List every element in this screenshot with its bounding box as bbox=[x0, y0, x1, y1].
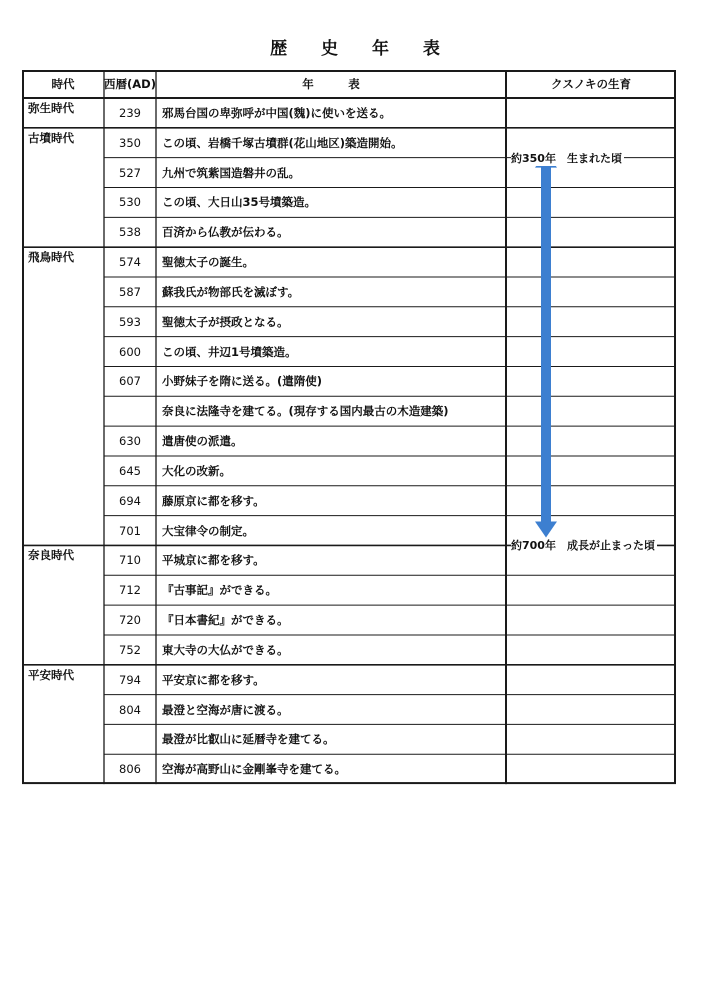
event-cell: この頃、岩橋千塚古墳群(花山地区)築造開始。 bbox=[162, 135, 403, 150]
event-cell: 最澄と空海が唐に渡る。 bbox=[162, 702, 289, 717]
event-cell: 最澄が比叡山に延暦寺を建てる。 bbox=[162, 732, 335, 747]
event-cell: 奈良に法隆寺を建てる。(現存する国内最古の木造建築) bbox=[162, 404, 449, 419]
event-cell: 遣唐使の派遣。 bbox=[162, 434, 243, 449]
event-cell: 小野妹子を隋に送る。(遣隋使) bbox=[162, 374, 323, 389]
year-cell: 710 bbox=[119, 553, 141, 568]
event-cell: この頃、大日山35号墳築造。 bbox=[162, 195, 317, 210]
year-cell: 701 bbox=[119, 523, 141, 538]
growth-period-arrow bbox=[535, 152, 557, 538]
era-label: 奈良時代 bbox=[28, 548, 74, 563]
era-label: 平安時代 bbox=[28, 667, 74, 682]
header-year: 西暦(AD) bbox=[104, 77, 156, 91]
event-cell: この頃、井辺1号墳築造。 bbox=[162, 344, 297, 359]
year-cell: 694 bbox=[119, 493, 141, 508]
year-cell: 645 bbox=[119, 463, 141, 478]
era-label: 飛鳥時代 bbox=[28, 250, 74, 265]
era-label: 古墳時代 bbox=[28, 130, 74, 145]
growth-note: 約700年 成長が止まった頃 bbox=[511, 539, 655, 553]
year-cell: 720 bbox=[119, 613, 141, 628]
event-cell: 百済から仏教が伝わる。 bbox=[162, 225, 289, 240]
era-label: 弥生時代 bbox=[28, 101, 74, 115]
year-cell: 593 bbox=[119, 314, 141, 329]
page-title: 歴 史 年 表 bbox=[270, 39, 454, 59]
event-cell: 藤原京に都を移す。 bbox=[162, 493, 265, 508]
year-cell bbox=[104, 732, 156, 746]
year-cell: 806 bbox=[119, 762, 141, 777]
event-cell: 九州で筑紫国造磐井の乱。 bbox=[162, 165, 300, 180]
event-cell: 大宝律令の制定。 bbox=[162, 523, 254, 538]
history-timeline-table bbox=[22, 70, 676, 794]
event-cell: 『日本書紀』ができる。 bbox=[162, 613, 289, 628]
event-cell: 聖徳太子が摂政となる。 bbox=[162, 314, 289, 329]
year-cell: 530 bbox=[119, 195, 141, 210]
header-era: 時代 bbox=[51, 77, 75, 91]
event-cell: 邪馬台国の卑弥呼が中国(魏)に使いを送る。 bbox=[162, 105, 392, 120]
event-cell: 東大寺の大仏ができる。 bbox=[162, 642, 289, 657]
year-cell: 607 bbox=[119, 374, 141, 389]
year-cell: 712 bbox=[119, 583, 141, 598]
year-cell: 574 bbox=[119, 255, 141, 270]
year-cell: 527 bbox=[119, 165, 141, 180]
year-cell: 538 bbox=[119, 225, 141, 240]
year-cell: 587 bbox=[119, 284, 141, 299]
header-growth: クスノキの生育 bbox=[551, 77, 631, 91]
event-cell: 平安京に都を移す。 bbox=[162, 672, 265, 687]
event-cell: 大化の改新。 bbox=[162, 463, 231, 478]
event-cell: 蘇我氏が物部氏を滅ぼす。 bbox=[162, 284, 300, 299]
event-cell: 『古事記』ができる。 bbox=[162, 583, 277, 598]
year-cell: 794 bbox=[119, 672, 141, 687]
event-cell: 空海が高野山に金剛峯寺を建てる。 bbox=[162, 762, 346, 777]
year-cell: 630 bbox=[119, 434, 141, 449]
year-cell: 350 bbox=[119, 135, 141, 150]
year-cell: 239 bbox=[119, 105, 141, 120]
event-cell: 聖徳太子の誕生。 bbox=[162, 255, 254, 270]
year-cell: 804 bbox=[119, 702, 141, 717]
growth-note: 約350年 生まれた頃 bbox=[511, 151, 622, 165]
event-cell: 平城京に都を移す。 bbox=[162, 553, 265, 568]
header-event: 年 表 bbox=[302, 77, 360, 91]
year-cell: 600 bbox=[119, 344, 141, 359]
year-cell bbox=[104, 404, 156, 418]
year-cell: 752 bbox=[119, 642, 141, 657]
